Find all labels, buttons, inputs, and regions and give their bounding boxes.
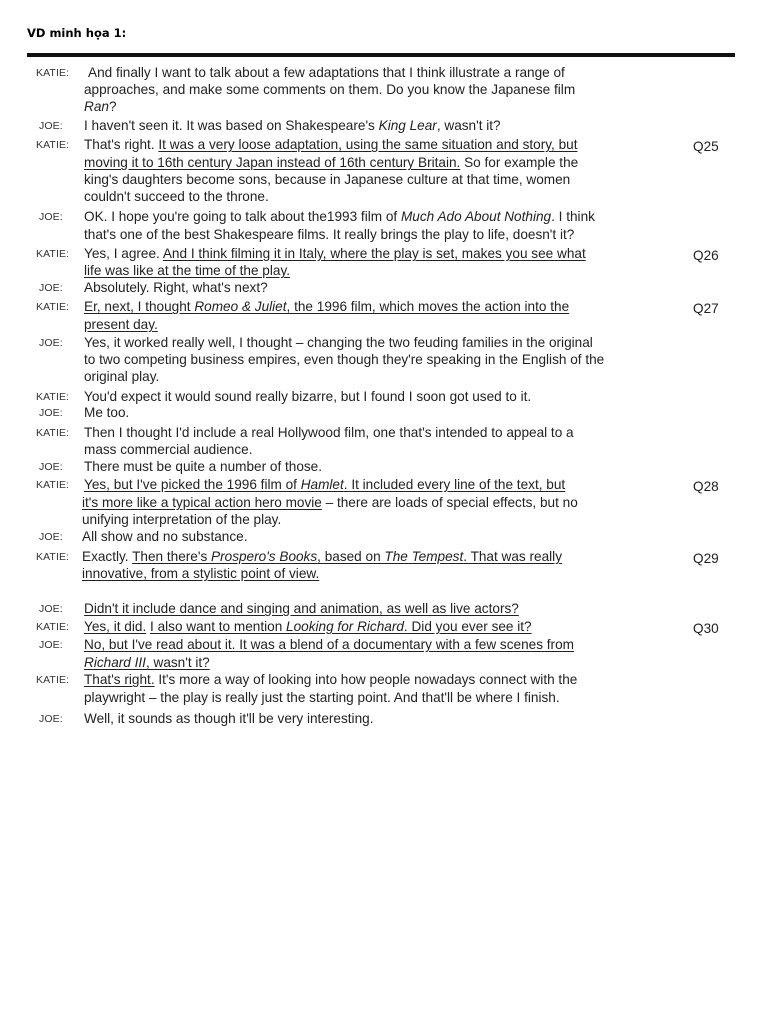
text-segment: life was like at the time of the play.: [84, 263, 291, 278]
dialogue-line: [84, 316, 158, 334]
text-segment: mass commercial audience.: [84, 442, 253, 457]
text-segment: playwright – the play is really just the starting point. And that'll be where I finish.: [84, 690, 560, 705]
text-segment: I haven't seen it. It was based on Shakespeare's: [84, 118, 379, 133]
dialogue-line: [84, 671, 577, 689]
dialogue-line: [84, 98, 117, 116]
speaker-label: JOE:: [39, 337, 63, 349]
dialogue-line: [82, 494, 578, 512]
speaker-label: KATIE:: [36, 139, 70, 151]
dialogue-line: [84, 351, 604, 369]
text-segment: It's more a way of looking into how people nowadays connect with the: [154, 672, 578, 687]
dialogue-line: [88, 64, 565, 82]
dialogue-line: [84, 279, 268, 297]
text-segment: Didn't it include dance and singing and animation, as well as live actors?: [84, 601, 519, 616]
dialogue-line: [84, 618, 532, 636]
text-segment: Absolutely. Right, what's next?: [84, 280, 268, 295]
dialogue-line: [84, 154, 578, 172]
dialogue-line: [84, 117, 501, 135]
text-segment: . That was really: [463, 549, 562, 564]
text-segment: It was a very loose adaptation, using the same situation and story, but: [158, 137, 578, 152]
text-segment: OK. I hope you're going to talk about the1993 film of: [84, 209, 401, 224]
dialogue-line: [84, 689, 560, 707]
speaker-label: JOE:: [39, 407, 63, 419]
speaker-label: KATIE:: [36, 551, 70, 563]
text-segment: – there are loads of special effects, but no: [321, 495, 578, 510]
dialogue-line: [84, 298, 569, 316]
question-marker: Q25: [693, 139, 719, 154]
text-segment: Yes, but I've picked the 1996 film of: [84, 477, 301, 492]
dialogue-line: [82, 528, 248, 546]
text-segment: . Did you ever see it?: [403, 619, 532, 634]
dialogue-line: [84, 710, 373, 728]
speaker-label: KATIE:: [36, 427, 70, 439]
speaker-label: JOE:: [39, 603, 63, 615]
speaker-label: JOE:: [39, 211, 63, 223]
text-segment: Yes, it did.: [84, 619, 147, 634]
text-segment: Then I thought I'd include a real Hollywood film, one that's intended to appeal to a: [84, 425, 574, 440]
dialogue-line: [84, 654, 210, 672]
dialogue-line: [84, 208, 595, 226]
text-segment: to two competing business empires, even though they're speaking in the English of the: [84, 352, 605, 367]
text-segment: , based on: [317, 549, 385, 564]
text-segment: it's more like a typical action hero movie: [82, 495, 322, 510]
text-segment: I also want to mention: [150, 619, 287, 634]
page-heading: VD minh họa 1:: [27, 26, 127, 40]
text-segment: unifying interpretation of the play.: [82, 512, 282, 527]
dialogue-line: [84, 245, 586, 263]
speaker-label: JOE:: [39, 461, 63, 473]
text-segment: original play.: [84, 369, 160, 384]
dialogue-line: [84, 262, 290, 280]
text-segment: All show and no substance.: [82, 529, 248, 544]
text-segment: Richard III: [84, 655, 146, 670]
text-segment: You'd expect it would sound really bizarre, but I found I soon got used to it.: [84, 389, 532, 404]
question-marker: Q27: [693, 301, 719, 316]
dialogue-line: [84, 388, 531, 406]
speaker-label: JOE:: [39, 282, 63, 294]
speaker-label: KATIE:: [36, 479, 70, 491]
speaker-label: JOE:: [39, 531, 63, 543]
text-segment: Ran: [84, 99, 109, 114]
text-segment: . It included every line of the text, but: [343, 477, 566, 492]
text-segment: Exactly.: [82, 549, 133, 564]
dialogue-line: [84, 226, 574, 244]
text-segment: The Tempest: [384, 549, 464, 564]
text-segment: that's one of the best Shakespeare films. It really brings the play to life, doesn't it?: [84, 227, 575, 242]
text-segment: Prospero's Books: [211, 549, 318, 564]
text-segment: Yes, I agree.: [84, 246, 163, 261]
text-segment: Well, it sounds as though it'll be very interesting.: [84, 711, 374, 726]
speaker-label: KATIE:: [36, 301, 70, 313]
text-segment: Looking for Richard: [286, 619, 404, 634]
text-segment: Er, next, I thought: [84, 299, 195, 314]
text-segment: , the 1996 film, which moves the action into the: [286, 299, 570, 314]
text-segment: That's right.: [84, 137, 159, 152]
question-marker: Q28: [693, 479, 719, 494]
speaker-label: JOE:: [39, 639, 63, 651]
dialogue-line: [84, 424, 574, 442]
dialogue-line: [84, 600, 519, 618]
text-segment: There must be quite a number of those.: [84, 459, 323, 474]
dialogue-line: [84, 81, 575, 99]
dialogue-line: [84, 368, 159, 386]
dialogue-line: [84, 441, 252, 459]
question-marker: Q26: [693, 248, 719, 263]
question-marker: Q30: [693, 621, 719, 636]
text-segment: moving it to 16th century Japan instead of 16th century Britain.: [84, 155, 461, 170]
speaker-label: KATIE:: [36, 621, 70, 633]
text-segment: , wasn't it?: [145, 655, 210, 670]
dialogue-line: [84, 334, 593, 352]
question-marker: Q29: [693, 551, 719, 566]
dialogue-line: [84, 458, 322, 476]
text-segment: ?: [108, 99, 117, 114]
dialogue-line: [82, 511, 281, 529]
speaker-label: KATIE:: [36, 248, 70, 260]
text-segment: That's right.: [84, 672, 155, 687]
text-segment: Me too.: [84, 405, 130, 420]
dialogue-line: [84, 171, 570, 189]
text-segment: . I think: [551, 209, 595, 224]
text-segment: And I think filming it in Italy, where the play is set, makes you see what: [162, 246, 586, 261]
text-segment: , wasn't it?: [436, 118, 501, 133]
text-segment: Then there's: [132, 549, 212, 564]
speaker-label: JOE:: [39, 713, 63, 725]
dialogue-line: [82, 548, 562, 566]
dialogue-line: [84, 136, 578, 154]
text-segment: couldn't succeed to the throne.: [84, 189, 269, 204]
dialogue-line: [84, 636, 574, 654]
text-segment: No, but I've read about it. It was a blend of a documentary with a few scenes from: [84, 637, 574, 652]
speaker-label: KATIE:: [36, 391, 70, 403]
speaker-label: JOE:: [39, 120, 63, 132]
text-segment: king's daughters become sons, because in Japanese culture at that time, women: [84, 172, 571, 187]
text-segment: So for example the: [460, 155, 579, 170]
dialogue-line: [84, 476, 565, 494]
dialogue-line: [84, 404, 129, 422]
dialogue-line: [84, 188, 269, 206]
text-segment: approaches, and make some comments on them. Do you know the Japanese film: [84, 82, 576, 97]
text-segment: present day.: [84, 317, 158, 332]
text-segment: Romeo & Juliet: [194, 299, 287, 314]
text-segment: And finally I want to talk about a few adaptations that I think illustrate a range of: [88, 65, 565, 80]
text-segment: Much Ado About Nothing: [400, 209, 552, 224]
dialogue-line: [82, 565, 319, 583]
speaker-label: KATIE:: [36, 67, 70, 79]
text-segment: Yes, it worked really well, I thought – changing the two feuding families in the original: [84, 335, 593, 350]
text-segment: innovative, from a stylistic point of view.: [82, 566, 320, 581]
text-segment: Hamlet: [300, 477, 344, 492]
text-segment: King Lear: [378, 118, 437, 133]
speaker-label: KATIE:: [36, 674, 70, 686]
